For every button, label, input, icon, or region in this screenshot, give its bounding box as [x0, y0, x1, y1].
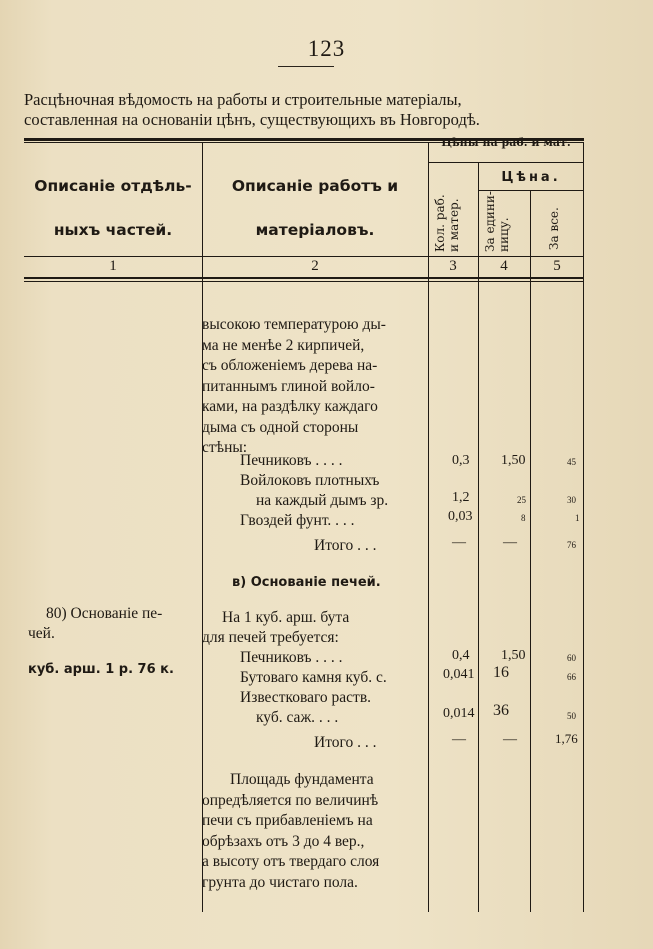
col-divider-4: [530, 190, 531, 912]
row-label: на каждый дымъ зр.: [256, 492, 389, 509]
intro-line: дыма съ одной стороны: [202, 418, 359, 436]
header-price: Цѣна.: [501, 170, 561, 185]
header-per-unit-line2: ницу.: [497, 217, 511, 252]
intro-text: [202, 315, 386, 459]
intro-line: питаннымъ глиной войло-: [202, 377, 375, 395]
row-label: куб. саж. . . .: [256, 709, 339, 726]
row-unit: 36: [493, 702, 509, 719]
page-number-rule: [278, 66, 334, 67]
note-line: опредѣляется по величинѣ: [202, 791, 379, 809]
header-col1-line2: ныхъ частей.: [53, 221, 173, 239]
row-qty: 0,03: [448, 509, 473, 524]
itogo-label: Итого . . .: [314, 734, 377, 751]
row-qty: 0,014: [443, 706, 475, 721]
col-number-4: 4: [500, 258, 508, 274]
header-prices-group: Цѣны на раб. и мат.: [441, 136, 571, 149]
note-text: [202, 770, 379, 893]
left-item-line2: чей.: [28, 625, 55, 642]
header-per-unit-line1: За едини-: [483, 191, 497, 252]
note-line: Площадь фундамента: [230, 771, 374, 788]
itogo-total: 1,76: [555, 731, 578, 746]
row-label: Печниковъ . . . .: [240, 452, 343, 469]
row-unit: 25: [517, 495, 526, 505]
title-line-1: Расцѣночная вѣдомость на работы и строительные матеріалы,: [24, 90, 462, 109]
header-total: За все.: [547, 207, 561, 250]
row-qty: 1,2: [452, 490, 470, 505]
note-line: обрѣзахъ отъ 3 до 4 вер.,: [202, 832, 365, 850]
row-total: 66: [567, 672, 576, 682]
row-label: Гвоздей фунт. . . .: [240, 512, 355, 529]
number-row-top: [24, 256, 584, 257]
intro-line: высокою температурою ды-: [202, 316, 386, 333]
section-intro-line1: На 1 куб. арш. бута: [222, 609, 350, 626]
header-col2-line1: Описаніе работъ и: [231, 177, 399, 195]
intro-line: ма не менѣе 2 кирпичей,: [202, 336, 365, 354]
itogo-total: 76: [567, 540, 576, 550]
note-line: а высоту отъ твердаго слоя: [202, 853, 380, 870]
table-title: [24, 90, 590, 130]
header-col1-line1: Описаніе отдѣль-: [34, 177, 192, 195]
page-number: 123: [307, 36, 346, 61]
left-item-price: куб. арш. 1 р. 76 к.: [28, 662, 174, 677]
itogo-qty: —: [452, 535, 466, 550]
section-heading: в) Основаніе печей.: [232, 575, 381, 590]
col-number-1: 1: [109, 258, 117, 274]
row-total: 60: [567, 653, 576, 663]
row-unit: 16: [493, 664, 509, 681]
header-col2-line2: матеріаловъ.: [255, 221, 375, 239]
header-qty-line1: Кол. раб.: [433, 194, 447, 252]
row-qty: 0,3: [452, 453, 470, 468]
itogo-label: Итого . . .: [314, 537, 377, 554]
itogo-qty: —: [452, 732, 466, 747]
intro-line: стѣны:: [202, 439, 248, 456]
header-bottom-rule: [24, 277, 584, 279]
left-item-line1: 80) Основаніе пе-: [46, 605, 163, 622]
row-qty: 0,4: [452, 648, 470, 663]
row-label: Известковаго раств.: [240, 689, 372, 706]
section-intro-line2: для печей требуется:: [202, 629, 339, 646]
prices-rule: [428, 162, 584, 163]
col-number-5: 5: [553, 258, 561, 274]
row-qty: 0,041: [443, 667, 475, 682]
itogo-unit: —: [503, 535, 517, 550]
row-unit: 1,50: [501, 453, 526, 468]
col-number-2: 2: [311, 258, 319, 274]
row-label: Печниковъ . . . .: [240, 649, 343, 666]
row-unit: 1,50: [501, 648, 526, 663]
header-qty-line2: и матер.: [447, 198, 461, 252]
header-col1: [24, 164, 202, 252]
row-unit: 8: [521, 513, 526, 523]
note-line: грунта до чистаго пола.: [202, 873, 358, 891]
row-total: 50: [567, 711, 576, 721]
row-total: 45: [567, 457, 576, 467]
intro-line: ками, на раздѣлку каждаго: [202, 398, 378, 415]
itogo-unit: —: [503, 732, 517, 747]
intro-line: съ обложеніемъ дерева на-: [202, 357, 378, 374]
header-col2: [202, 164, 428, 252]
note-line: печи съ прибавленіемъ на: [202, 812, 373, 829]
title-line-2: составленная на основаніи цѣнъ, существующихъ въ Новгородѣ.: [24, 110, 480, 129]
header-bottom-rule-thin: [24, 281, 584, 282]
row-label: Войлоковъ плотныхъ: [240, 472, 380, 489]
col-number-3: 3: [449, 258, 457, 274]
row-label: Бутоваго камня куб. с.: [240, 669, 387, 686]
row-total: 30: [567, 495, 576, 505]
row-total: 1: [575, 513, 580, 523]
